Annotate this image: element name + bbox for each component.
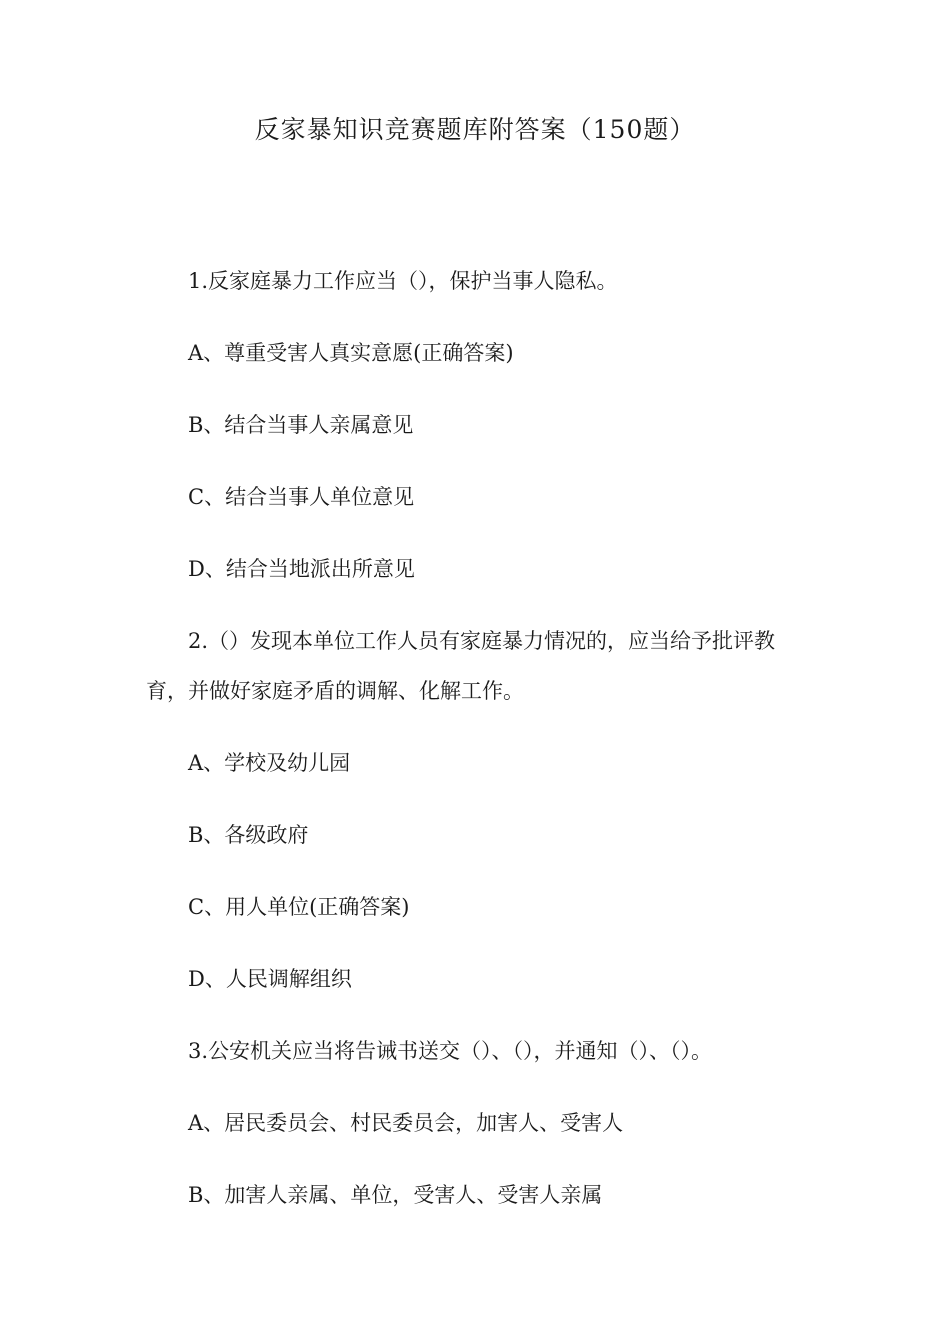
question-stem: 1.反家庭暴力工作应当（），保护当事人隐私。 xyxy=(188,269,618,293)
answer-option-a: A、尊重受害人真实意愿(正确答案) xyxy=(188,341,514,365)
answer-option-d: D、人民调解组织 xyxy=(188,967,352,991)
answer-option-a: A、学校及幼儿园 xyxy=(188,751,351,775)
answer-option-b: B、各级政府 xyxy=(188,823,309,847)
answer-option-c: C、用人单位(正确答案) xyxy=(188,895,410,919)
answer-option-d: D、结合当地派出所意见 xyxy=(188,557,415,581)
answer-option-c: C、结合当事人单位意见 xyxy=(188,485,415,509)
question-stem: 2.（）发现本单位工作人员有家庭暴力情况的，应当给予批评教 xyxy=(188,629,776,653)
document-title: 反家暴知识竞赛题库附答案（150题） xyxy=(254,115,696,144)
question-stem-continuation: 育，并做好家庭矛盾的调解、化解工作。 xyxy=(146,679,524,703)
answer-option-b: B、加害人亲属、单位，受害人、受害人亲属 xyxy=(188,1183,603,1207)
answer-option-a: A、居民委员会、村民委员会，加害人、受害人 xyxy=(188,1111,624,1135)
answer-option-b: B、结合当事人亲属意见 xyxy=(188,413,414,437)
question-stem: 3.公安机关应当将告诫书送交（）、（），并通知（）、（）。 xyxy=(188,1039,713,1063)
